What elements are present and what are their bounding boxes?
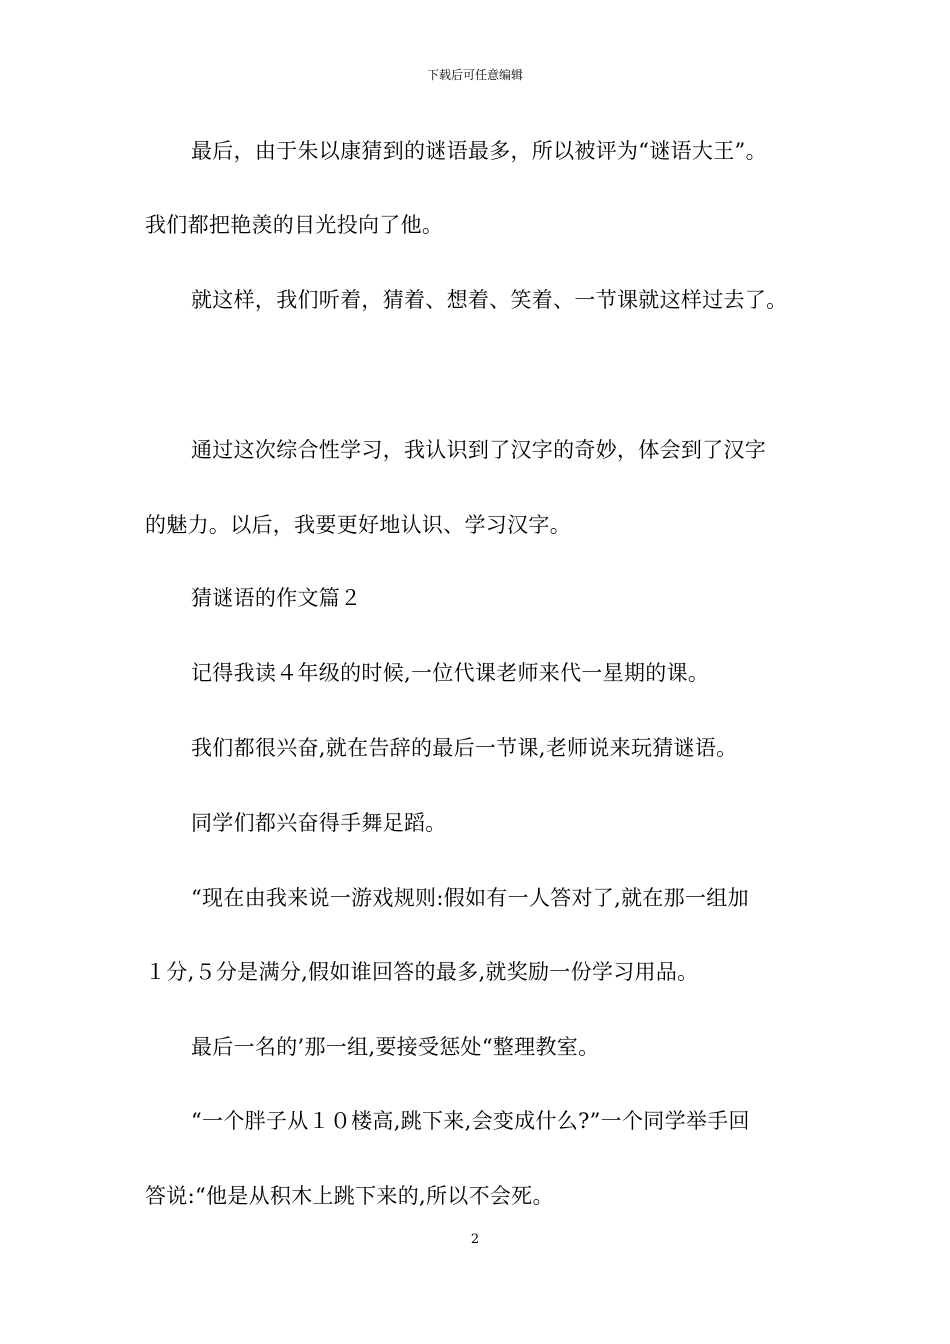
paragraph-line: 就这样，我们听着，猜着、想着、笑着、一节课就这样过去了。: [191, 288, 788, 312]
paragraph-line: 同学们都兴奋得手舞足蹈。: [191, 811, 447, 835]
paragraph-line: 答说:“他是从积木上跳下来的,所以不会死。: [145, 1184, 554, 1208]
page-header: 下载后可任意编辑: [426, 68, 523, 82]
paragraph-line: 通过这次综合性学习，我认识到了汉字的奇妙，体会到了汉字: [191, 438, 767, 462]
paragraph-line: １分,５分是满分,假如谁回答的最多,就奖励一份学习用品。: [145, 960, 699, 984]
paragraph-line: 最后，由于朱以康猜到的谜语最多，所以被评为“谜语大王”。: [191, 139, 767, 163]
paragraph-line: 的魅力。以后，我要更好地认识、学习汉字。: [145, 513, 571, 537]
paragraph-line: 我们都把艳羡的目光投向了他。: [145, 213, 444, 237]
paragraph-line: 最后一名的’那一组,要接受惩处“整理教室。: [191, 1035, 600, 1059]
paragraph-line: “一个胖子从１０楼高,跳下来,会变成什么?”一个同学举手回: [191, 1109, 750, 1133]
section-heading: 猜谜语的作文篇２: [191, 586, 362, 610]
paragraph-line: 我们都很兴奋,就在告辞的最后一节课,老师说来玩猜谜语。: [191, 736, 738, 760]
page-number: 2: [470, 1232, 480, 1247]
paragraph-line: 记得我读４年级的时候,一位代课老师来代一星期的课。: [191, 661, 710, 685]
paragraph-line: “现在由我来说一游戏规则:假如有一人答对了,就在那一组加: [191, 886, 749, 910]
